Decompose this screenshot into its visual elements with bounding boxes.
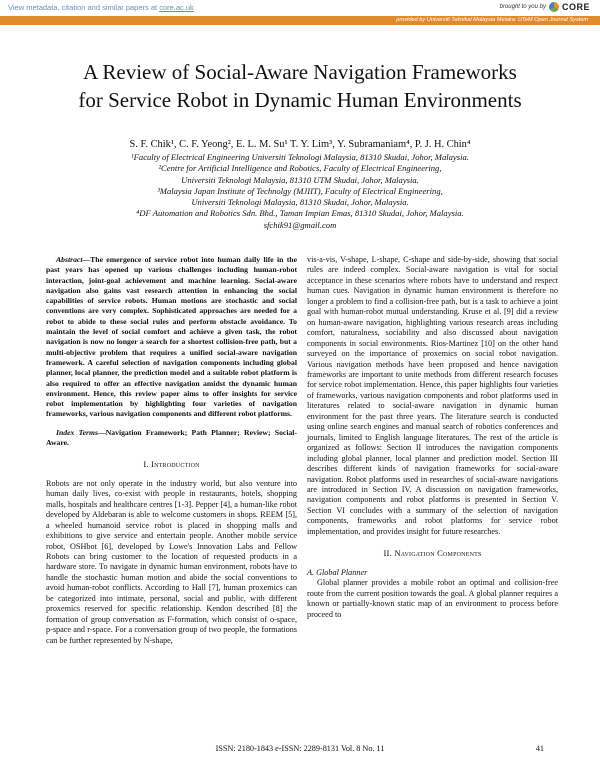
affiliation-line: ³Malaysia Japan Institute of Technolgy (MJIIT), Faculty of Electrical Engineering, (157, 185, 443, 196)
intro-paragraph-right: vis-a-vis, V-shape, L-shape, C-shape and side-by-side, showing that social rules are indeed complex. Social-aware navigation is vital for social acceptance in these scenarios where robots have to understand and respect human cues. Navigation in dynamic human environment is therefore no longer a problem to find a collision-free path, but is a task to achieve a joint goal with human-robot mutual understanding. Kruse et al. [9] did a review on human-aware navigation, highlighting various research areas including comfort, naturalness, sociability and also discussed about navigation components in social environments. Rios-Martinez [10] on the other hand surveyed on the importance of proxemics on social robot navigation. Various navigation methods have been proposed and hence navigation frameworks are important to unite methods from different research focuses for service robot implementation. Hence, this paper highlights four varieties of frameworks, various navigation components and robot platforms used in literatures related to social-aware navigation in dynamic human environment for the past three years. The literature search is conducted using online search engines and manual search of robotics conferences and journals, limited to English language literatures. The rest of the article is organized as follows: Section II introduces the navigation components including global planner, local planner and prediction model. Section III describes different kinds of navigation frameworks for social-aware navigation. Robot platforms used in researches of social-aware navigations are introduced in Section IV. A discussion on navigation frameworks, navigation components and robot platforms is presented in Section V. Section VI concludes with a summary of the selection of navigation components, frameworks and robot platforms for service robot implementation, and provides insight for future researches. (307, 255, 558, 536)
core-banner (0, 0, 600, 26)
intro-paragraph-left: Robots are not only operate in the industry world, but also venture into human daily lives, co-exist with people in restaurants, hotels, shopping malls, hospitals and healthcare centres [1-3]. Pepper [4], a human-like robot developed by Aldebaran is able to welcome customers in shops. REEM [5], a wheeled humanoid service robot is placed in shopping malls and exhibitions to give service and entertain people. Another mobile service robot, OSHbot [6], developed by Lowe's Innovation Labs and Fellow Robots can bring customer to the location of requested products in a hardware store. To navigate in dynamic human environment, robots have to handle the stochastic human motion and abide the social conventions to avoid human-robot conflicts. According to Hall [7], human proxemics can be categorized into intimate, personal, social and public, with different proxemics reserved for specific relationship. Kendon described [8] the formation of group conversation as F-formation, which consist of o-space, p-space and r-space. For a conversation group of two people, the formations can be further represented by N-shape, (46, 478, 297, 645)
abstract (46, 255, 297, 420)
index-terms-label: Index Terms (56, 427, 99, 437)
page-number: 41 (535, 744, 544, 753)
paper-title (30, 58, 570, 114)
right-column (307, 255, 558, 620)
core-link-domain[interactable]: core.ac.uk (159, 3, 194, 12)
affiliation-line: ²Centre for Artificial Intelligence and Robotics, Faculty of Electrical Engineering, (158, 163, 442, 174)
core-metadata-link[interactable] (8, 3, 194, 12)
section-heading-introduction: I. Introduction (143, 459, 200, 470)
left-column (46, 255, 297, 646)
paper-title-line-1: A Review of Social-Aware Navigation Frameworks (83, 60, 517, 84)
paper-title-line-2: for Service Robot in Dynamic Human Environments (78, 88, 522, 112)
core-provider-strip (0, 16, 600, 25)
footer-issn: ISSN: 2180-1843 e-ISSN: 2289-8131 Vol. 8 No. 11 (215, 744, 385, 753)
author-email[interactable]: sfchik91@gmail.com (263, 219, 337, 230)
section-heading-navigation-components: II. Navigation Components (383, 548, 482, 559)
brought-by-text: brought to you by (499, 4, 546, 10)
affiliation-line: ¹Faculty of Electrical Engineering Universiti Teknologi Malaysia, 81310 Skudai, Johor, Malaysia. (131, 152, 469, 162)
paper-authors: S. F. Chik¹, C. F. Yeong², E. L. M. Su¹ T. Y. Lim³, Y. Subramaniam⁴, P. J. H. Chin⁴ (129, 139, 471, 150)
core-link-text[interactable]: View metadata, citation and similar papers at (8, 3, 160, 12)
core-brand[interactable] (500, 2, 590, 12)
core-banner-top (0, 0, 600, 16)
affiliation-line: ⁴DF Automation and Robotics Sdn. Bhd., Taman Impian Emas, 81310 Skudai, Johor, Malaysia. (136, 208, 464, 219)
index-terms (46, 428, 297, 449)
core-provider-text[interactable]: provided by Universiti Teknikal Malaysia Melaka: UTeM Open Journal System (396, 17, 588, 23)
paper-affiliations (30, 152, 570, 231)
core-logo-text: CORE (561, 2, 590, 12)
core-logo-icon (549, 2, 559, 12)
index-terms-text: —Navigation Framework; Path Planner; Review; Social-Aware. (46, 427, 298, 448)
affiliation-line: Universiti Teknologi Malaysia, 81310 Skudai, Johor, Malaysia. (191, 197, 409, 208)
abstract-text: The emergence of service robot into human daily life in the past years has opened up various challenges including human-robot interaction, joint-goal achievement and machine learning. Social-aware navigation also gains vast research attention in enhancing the social capabilities of service robots. Human motions are stochastic and social conventions are very complex. Sophisticated approaches are needed for a robot to abide to these social rules and perform obstacle avoidance. To maintain the level of social comfort and achieve a given task, the robot navigation is now no longer a search for a shortest collision-free path, but a multi-objective problem that requires a unified social-aware navigation framework. A careful selection of navigation components including global planner, local planner, the prediction model and a suitable robot platform is also required to offer an effective navigation amidst the dynamic human environment. Hence, this review paper aims to offer insights for service robot implementation by highlighting four varieties of navigation frameworks, various navigation components and different robot platforms. (46, 255, 297, 419)
affiliation-line: Universiti Teknologi Malaysia, 81310 UTM Skudai, Johor, Malaysia. (181, 174, 419, 185)
global-planner-paragraph: Global planner provides a mobile robot an optimal and collision-free route from the current position towards the goal. A global planner requires a known or partially-known static map of an environment to process before proceed to (307, 578, 558, 619)
subsection-global-planner: A. Global Planner (307, 567, 368, 577)
abstract-label: Abstract— (56, 255, 91, 264)
